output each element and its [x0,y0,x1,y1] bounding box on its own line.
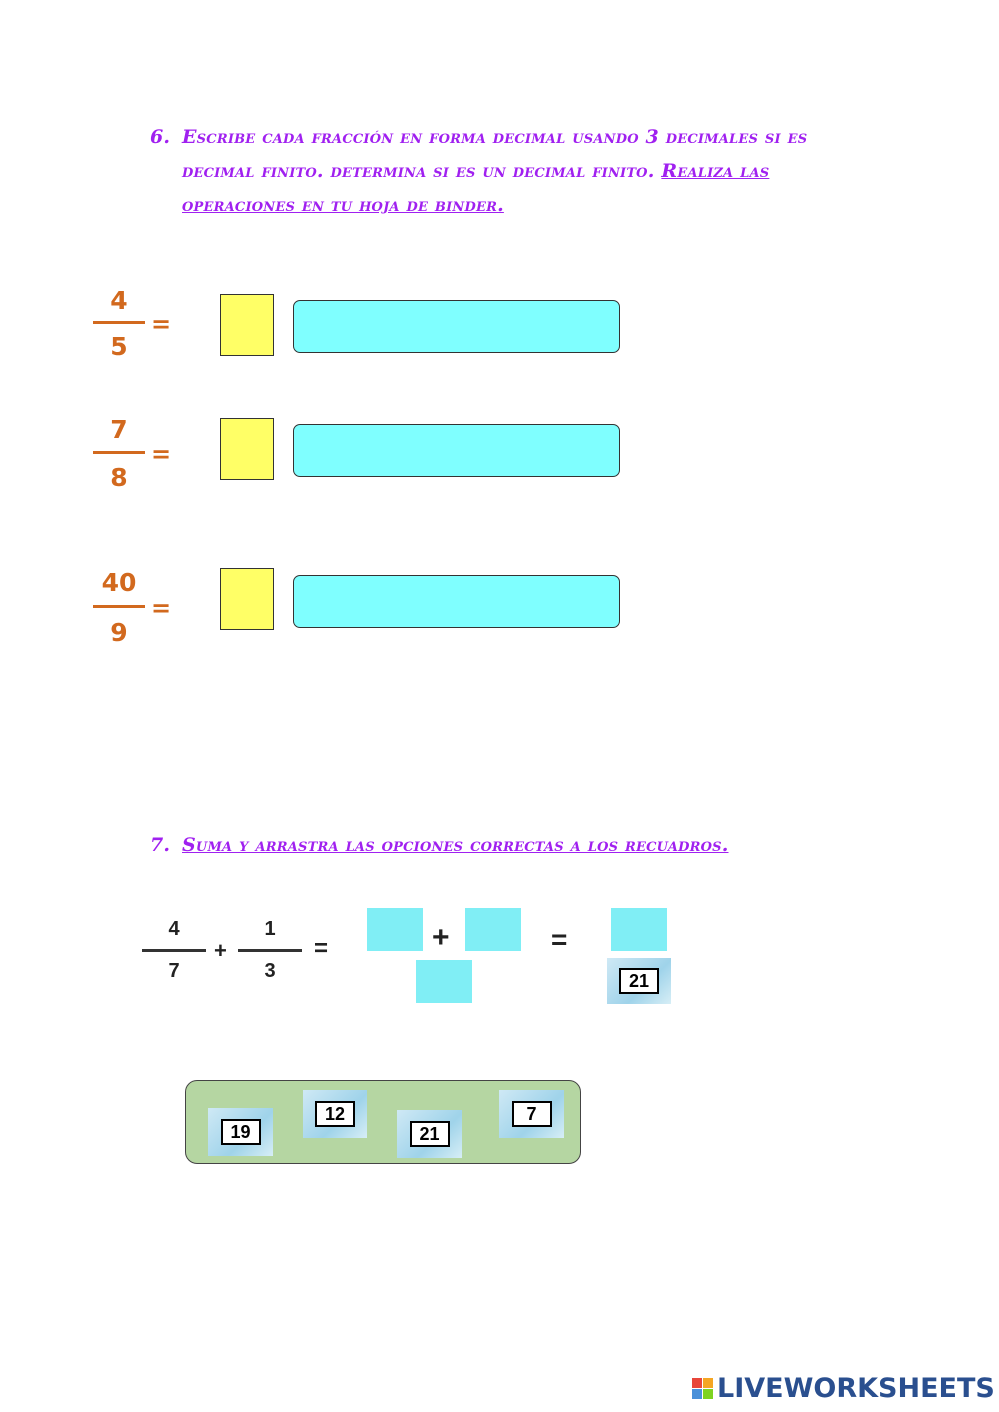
fraction-denominator: 3 [264,960,276,982]
section7-text: Suma y arrastra las opciones correctas a los recuadros. [182,834,729,856]
fraction-denominator: 7 [168,960,180,982]
draggable-tile-21[interactable] [397,1110,462,1158]
tile-label: 7 [512,1101,552,1127]
draggable-tile-12[interactable] [303,1090,367,1138]
fraction-40-9 [93,568,183,648]
equals-sign: = [151,440,172,468]
section7-number: 7. [150,834,171,856]
tile-label: 19 [221,1119,261,1145]
tile-label: 21 [410,1121,450,1147]
section6-line2 [182,154,842,188]
fraction-bar [142,949,206,952]
result-equals-sign: = [551,924,568,955]
fraction-4-7 [142,918,212,988]
section7-instructions [150,828,850,862]
drop-zone-numerator-2[interactable] [465,908,521,951]
fraction-numerator: 40 [101,568,137,597]
equals-sign: = [151,310,172,338]
liveworksheets-logo [692,1372,995,1404]
fraction-bar [93,605,145,608]
fraction-denominator: 9 [110,618,128,647]
drop-zone-denominator[interactable] [416,960,472,1003]
fraction-denominator: 5 [110,332,128,361]
section6-line2-plain: decimal finito. determina si es un decimal finito. [182,160,655,182]
decimal-answer-input-2[interactable] [293,424,620,477]
logo-text: LIVEWORKSHEETS [717,1372,995,1404]
result-plus-sign: + [432,921,450,954]
plus-sign: + [214,938,227,963]
fraction-denominator: 8 [110,463,128,492]
equals-sign: = [151,594,172,622]
draggable-tile-7[interactable] [499,1090,564,1138]
result-denominator-label: 21 [619,968,659,994]
terminating-check-box-1[interactable] [220,294,274,356]
drop-zone-numerator-1[interactable] [367,908,423,951]
fraction-numerator: 7 [110,415,128,444]
fraction-bar [93,451,145,454]
equals-sign: = [314,935,329,962]
fraction-numerator: 4 [168,918,180,940]
section6-instructions [150,120,850,230]
fraction-bar [238,949,302,952]
section6-line2-underlined: Realiza las [661,160,770,182]
section6-number: 6. [150,126,171,148]
fraction-7-8 [93,415,183,495]
section6-line1: Escribe cada fracción en forma decimal usando 3 decimales si es [182,126,808,148]
terminating-check-box-3[interactable] [220,568,274,630]
result-denominator-tile [607,958,671,1004]
fraction-numerator: 1 [264,918,276,940]
logo-mark-icon [692,1378,713,1399]
draggable-tile-19[interactable] [208,1108,273,1156]
fraction-numerator: 4 [110,286,128,315]
section6-text [182,120,842,222]
decimal-answer-input-1[interactable] [293,300,620,353]
decimal-answer-input-3[interactable] [293,575,620,628]
terminating-check-box-2[interactable] [220,418,274,480]
fraction-4-5 [93,286,183,366]
fraction-1-3 [238,918,308,988]
tile-label: 12 [315,1101,355,1127]
fraction-bar [93,321,145,324]
drop-zone-result-numerator[interactable] [611,908,667,951]
section6-line3: operaciones en tu hoja de binder. [182,194,504,216]
